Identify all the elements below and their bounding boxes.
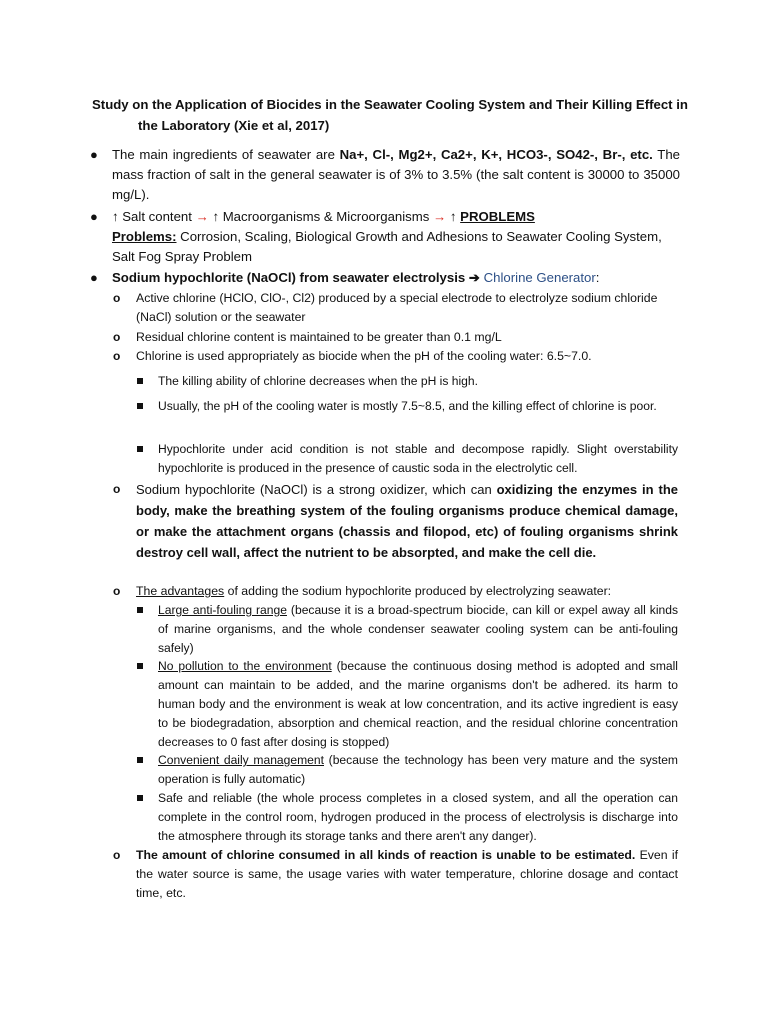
- bullet-dot-icon: ●: [90, 270, 98, 285]
- sub-item-advantages: o The advantages of adding the sodium hypochlorite produced by electrolyzing seawater:: [136, 582, 678, 601]
- title-line-2: the Laboratory (Xie et al, 2017): [138, 118, 330, 133]
- title-line-1: Study on the Application of Biocides in the Seawater Cooling System and Their Killing Effect in: [92, 97, 688, 112]
- sub-item-active-chlorine: o Active chlorine (HClO, ClO-, Cl2) produced by a special electrode to electrolyze sodium chloride (NaCl) solution or the seawater: [113, 291, 658, 324]
- circle-bullet-icon: o: [113, 482, 121, 496]
- square-bullet-icon: [137, 378, 143, 384]
- sub-item-ph: o Chlorine is used appropriately as biocide when the pH of the cooling water: 6.5~7.0.: [136, 347, 678, 366]
- advantage-item: No pollution to the environment (because the continuous dosing method is adopted and small amount can maintain to be added, and the marine organisms don't be adhered. its harm to human body and the environment is weak at low concentration, and its active ingredient is easy to be biodegradation, absorption and chemical reaction, and the residual chlorine concentration decreases to 0 fast after dosing is stopped): [158, 657, 678, 752]
- bullet-seawater-ingredients: ● The main ingredients of seawater are Na+, Cl-, Mg2+, Ca2+, K+, HCO3-, SO42-, Br-, etc. The mass fraction of salt in the general seawater is of 3% to 3.5% (the salt content is 30000 to 35000 mg/L).: [90, 147, 681, 202]
- right-arrow-icon: →: [433, 209, 447, 224]
- square-bullet-icon: [137, 663, 143, 669]
- circle-bullet-icon: o: [113, 291, 121, 305]
- advantage-item: Convenient daily management (because the technology has been very mature and the system operation is fully automatic): [158, 751, 678, 789]
- circle-bullet-icon: o: [113, 584, 121, 598]
- advantage-item: Safe and reliable (the whole process completes in a closed system, and all the operation can complete in the control room, hydrogen produced in the process of electrolysis is discharge into the atmosphere through its storage tanks and there aren't any danger).: [158, 789, 678, 846]
- up-arrow-icon: ↑: [212, 209, 220, 224]
- bullet-sodium-hypochlorite: ● Sodium hypochlorite (NaOCl) from seawater electrolysis ➔ Chlorine Generator:: [112, 268, 680, 288]
- bullet-dot-icon: ●: [90, 147, 98, 162]
- ph-item: The killing ability of chlorine decreases when the pH is high.: [158, 372, 678, 391]
- ph-item: Usually, the pH of the cooling water is mostly 7.5~8.5, and the killing effect of chlorine is poor.: [158, 397, 678, 416]
- circle-bullet-icon: o: [113, 349, 121, 363]
- ph-item: Hypochlorite under acid condition is not stable and decompose rapidly. Slight overstability hypochlorite is produced in the presence of caustic soda in the electrolytic cell.: [158, 440, 678, 478]
- square-bullet-icon: [137, 607, 143, 613]
- circle-bullet-icon: o: [113, 330, 121, 344]
- bullet-dot-icon: ●: [90, 209, 98, 224]
- chlorine-generator: Chlorine Generator: [483, 270, 596, 285]
- advantage-item: Large anti-fouling range (because it is a broad-spectrum biocide, can kill or expel away all kinds of marine organisms, and the whole condenser seawater cooling system can be anti-fouling safely): [158, 601, 678, 658]
- square-bullet-icon: [137, 757, 143, 763]
- right-arrow-icon: →: [195, 209, 209, 224]
- square-bullet-icon: [137, 403, 143, 409]
- circle-bullet-icon: o: [113, 848, 121, 862]
- problems-label: Problems:: [112, 229, 177, 244]
- page-title: [92, 94, 712, 136]
- sub-item-chlorine-amount: o The amount of chlorine consumed in all kinds of reaction is unable to be estimated. Even if the water source is same, the usage varies with water temperature, chlorine dosage and contact time, etc.: [113, 848, 678, 900]
- up-arrow-icon: ↑: [449, 209, 457, 224]
- ion-list: Na+, Cl-, Mg2+, Ca2+, K+, HCO3-, SO42-, Br-, etc.: [339, 147, 653, 162]
- problems-heading: PROBLEMS: [460, 209, 535, 224]
- square-bullet-icon: [137, 446, 143, 452]
- square-bullet-icon: [137, 795, 143, 801]
- sub-item-residual-chlorine: o Residual chlorine content is maintained to be greater than 0.1 mg/L: [136, 328, 678, 347]
- bullet-salt-content: ● ↑ Salt content → ↑ Macroorganisms & Microorganisms → ↑ PROBLEMS Problems: Corrosion, Scaling, Biological Growth and Adhesions to Seawater Cooling System, Salt Fog Spray Problem: [90, 209, 662, 264]
- sub-item-strong-oxidizer: o Sodium hypochlorite (NaOCl) is a strong oxidizer, which can oxidizing the enzymes in the body, make the breathing system of the fouling organisms produce chemical damage, or make the attachment organs (chassis and filopod, etc) of fouling organisms shrink destroy cell wall, affect the nutrient to be absorpted, and make the cell die.: [136, 479, 678, 563]
- arrow-icon: ➔: [468, 270, 480, 285]
- up-arrow-icon: ↑: [112, 209, 119, 224]
